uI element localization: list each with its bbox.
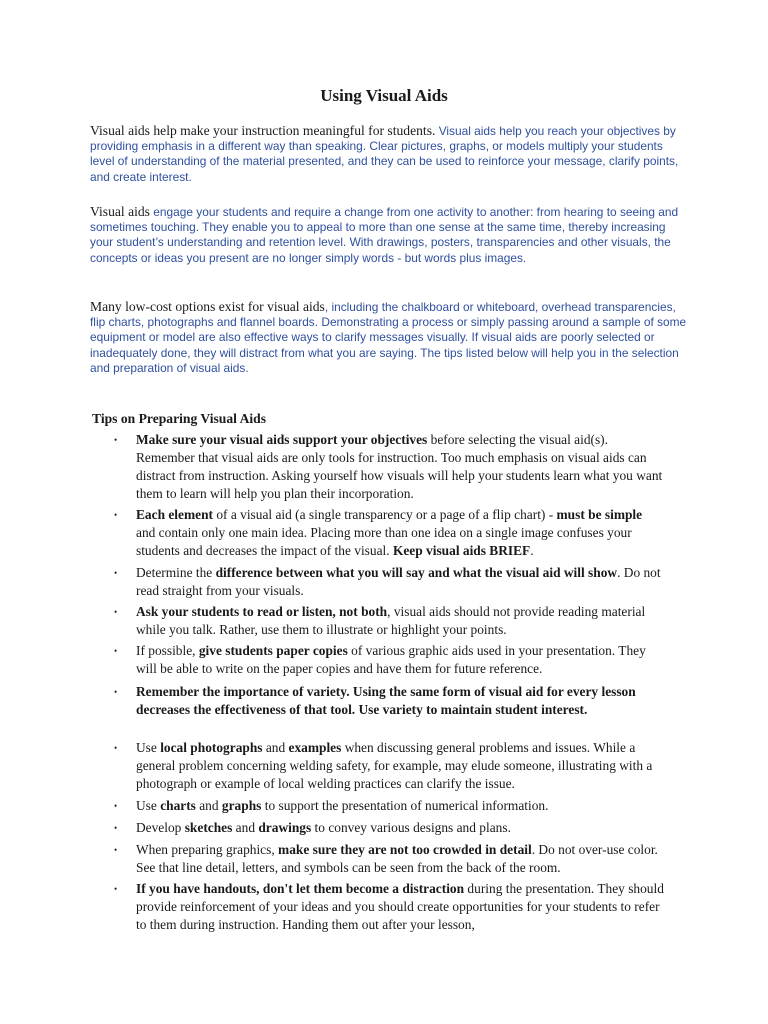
paragraph-lead: Many low-cost options exist for visual aids bbox=[90, 299, 325, 314]
bullet-icon: • bbox=[114, 687, 118, 697]
tip-item: • When preparing graphics, make sure they are not too crowded in detail. Do not over-use color. See that line detail, letters, and symbols can be seen from the back of the room. bbox=[114, 842, 658, 875]
intro-paragraph-2 bbox=[90, 204, 690, 266]
intro-paragraph-1 bbox=[90, 123, 690, 185]
bullet-icon: • bbox=[114, 510, 118, 520]
tip-item: • If possible, give students paper copies of various graphic aids used in your presentation. They will be able to write on the paper copies and have them for future reference. bbox=[114, 643, 646, 676]
paragraph-lead: Visual aids bbox=[90, 204, 150, 219]
tips-heading: Tips on Preparing Visual Aids bbox=[92, 411, 267, 426]
tip-item: • Use local photographs and examples when discussing general problems and issues. While a general problem concerning welding safety, for example, may elude someone, illustrating with a photograph or example of local welding practices can clarify the issue. bbox=[114, 740, 653, 791]
bullet-icon: • bbox=[114, 845, 118, 855]
tip-item: • Make sure your visual aids support your objectives before selecting the visual aid(s). Remember that visual aids are only tools for instruction. Too much emphasis on visual aids can distract from instruction. Asking yourself how visuals will help your students learn what you want them to learn will help you plan their incorporation. bbox=[114, 432, 663, 501]
bullet-icon: • bbox=[114, 823, 118, 833]
paragraph-body: Visual aids help you reach your objectives by providing emphasis in a different way than speaking. Clear pictures, graphs, or models multiply your students level of understanding of the material presented, and they can be used to reinforce your message, clarify points, and create interest. bbox=[90, 124, 679, 184]
tip-item: • Develop sketches and drawings to convey various designs and plans. bbox=[114, 820, 511, 835]
tip-item: • Ask your students to read or listen, not both, visual aids should not provide reading material while you talk. Rather, use them to illustrate or highlight your points. bbox=[114, 604, 646, 637]
bullet-icon: • bbox=[114, 435, 118, 445]
bullet-icon: • bbox=[114, 743, 118, 753]
paragraph-lead: Visual aids help make your instruction meaningful for students. bbox=[90, 123, 436, 138]
bullet-icon: • bbox=[114, 884, 118, 894]
tip-item: • Remember the importance of variety. Using the same form of visual aid for every lesson decreases the effectiveness of that tool. Use variety to maintain student interest. bbox=[114, 684, 636, 717]
intro-paragraph-3 bbox=[90, 299, 690, 376]
paragraph-body: engage your students and require a change from one activity to another: from hearing to seeing and sometimes touching. They enable you to appeal to more than one sense at the same time, thereby increasing your student’s understanding and retention level. With drawings, posters, transparencies and other visuals, the concepts or ideas you present are no longer simply words - but words plus images. bbox=[90, 205, 679, 265]
tip-item: • Determine the difference between what you will say and what the visual aid will show. Do not read straight from your visuals. bbox=[114, 565, 661, 598]
bullet-icon: • bbox=[114, 801, 118, 811]
tip-item: • Use charts and graphs to support the presentation of numerical information. bbox=[114, 798, 549, 813]
bullet-icon: • bbox=[114, 646, 118, 656]
paragraph-body: , including the chalkboard or whiteboard, overhead transparencies, flip charts, photographs and flannel boards. Demonstrating a process or simply passing around a sample of some equipment or model are also effective ways to clarify messages visually. If visual aids are poorly selected or inadequately done, they will distract from what you are saying. The tips listed below will help you in the selection and preparation of visual aids. bbox=[90, 300, 687, 375]
bullet-icon: • bbox=[114, 568, 118, 578]
bullet-icon: • bbox=[114, 607, 118, 617]
tip-item: • Each element of a visual aid (a single transparency or a page of a flip chart) - must be simple and contain only one main idea. Placing more than one idea on a single image confuses your students and decreases the impact of the visual. Keep visual aids BRIEF. bbox=[114, 507, 643, 558]
page-title: Using Visual Aids bbox=[320, 86, 448, 105]
tip-item: • If you have handouts, don't let them become a distraction during the presentation. They should provide reinforcement of your ideas and you should create opportunities for your students to refer to them during instruction. Handing them out after your lesson, bbox=[114, 881, 664, 932]
